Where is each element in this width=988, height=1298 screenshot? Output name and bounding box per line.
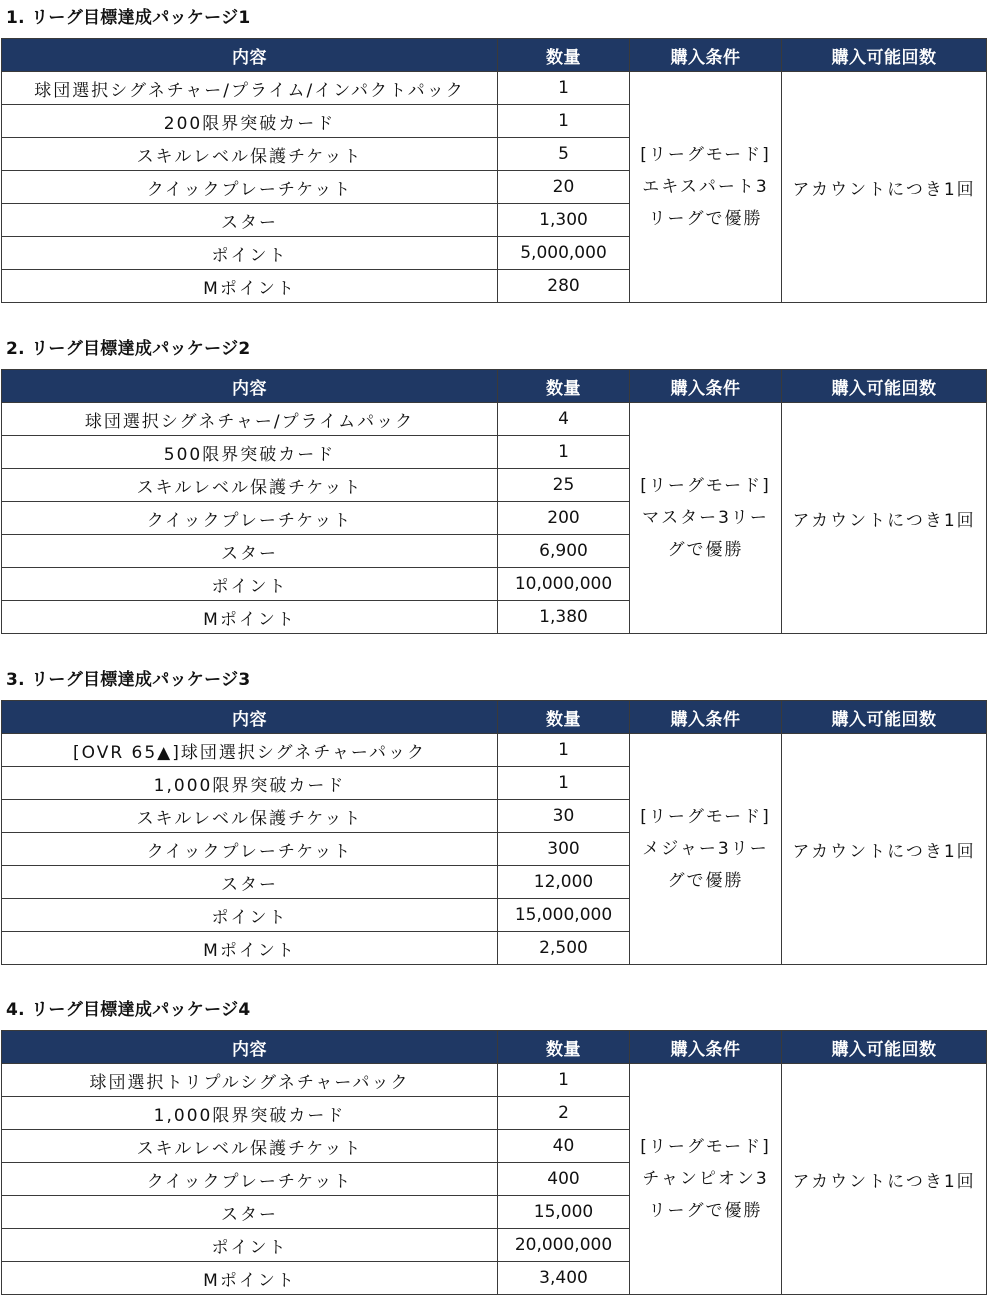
item-name: ポイント bbox=[2, 1229, 498, 1262]
item-name: [OVR 65▲]球団選択シグネチャーパック bbox=[2, 734, 498, 767]
item-quantity: 1 bbox=[498, 1064, 630, 1097]
item-quantity: 4 bbox=[498, 403, 630, 436]
header-condition: 購入条件 bbox=[630, 370, 782, 403]
item-quantity: 20,000,000 bbox=[498, 1229, 630, 1262]
item-name: ポイント bbox=[2, 568, 498, 601]
condition-line: リーグで優勝 bbox=[648, 1201, 763, 1221]
package-table bbox=[1, 369, 987, 634]
item-name: 500限界突破カード bbox=[2, 436, 498, 469]
purchase-condition bbox=[630, 1064, 782, 1295]
item-name: Mポイント bbox=[2, 270, 498, 303]
item-quantity: 12,000 bbox=[498, 866, 630, 899]
item-name: ポイント bbox=[2, 237, 498, 270]
item-quantity: 15,000 bbox=[498, 1196, 630, 1229]
item-quantity: 280 bbox=[498, 270, 630, 303]
item-name: スキルレベル保護チケット bbox=[2, 1130, 498, 1163]
header-condition: 購入条件 bbox=[630, 1031, 782, 1064]
item-quantity: 1,300 bbox=[498, 204, 630, 237]
package-title: 2. リーグ目標達成パッケージ2 bbox=[6, 339, 251, 359]
package-table bbox=[1, 700, 987, 965]
item-name: スター bbox=[2, 1196, 498, 1229]
condition-line: メジャー3リー bbox=[642, 839, 769, 859]
condition-line: [リーグモード] bbox=[640, 476, 771, 496]
purchase-condition bbox=[630, 403, 782, 634]
item-quantity: 20 bbox=[498, 171, 630, 204]
item-quantity: 3,400 bbox=[498, 1262, 630, 1295]
package-title: 3. リーグ目標達成パッケージ3 bbox=[6, 670, 251, 690]
item-name: クイックプレーチケット bbox=[2, 502, 498, 535]
table-row bbox=[2, 72, 987, 105]
item-name: クイックプレーチケット bbox=[2, 1163, 498, 1196]
package-title: 4. リーグ目標達成パッケージ4 bbox=[6, 1000, 251, 1020]
item-quantity: 5,000,000 bbox=[498, 237, 630, 270]
purchase-condition bbox=[630, 72, 782, 303]
item-quantity: 40 bbox=[498, 1130, 630, 1163]
header-row bbox=[2, 39, 987, 72]
condition-line: グで優勝 bbox=[667, 871, 744, 891]
item-name: スター bbox=[2, 535, 498, 568]
header-content: 内容 bbox=[2, 370, 498, 403]
item-quantity: 15,000,000 bbox=[498, 899, 630, 932]
condition-line: リーグで優勝 bbox=[648, 209, 763, 229]
item-quantity: 5 bbox=[498, 138, 630, 171]
header-quantity: 数量 bbox=[498, 39, 630, 72]
item-name: 1,000限界突破カード bbox=[2, 1097, 498, 1130]
purchase-limit: アカウントにつき1回 bbox=[782, 403, 987, 634]
header-content: 内容 bbox=[2, 1031, 498, 1064]
header-limit: 購入可能回数 bbox=[782, 1031, 987, 1064]
item-name: Mポイント bbox=[2, 932, 498, 965]
header-quantity: 数量 bbox=[498, 370, 630, 403]
item-quantity: 200 bbox=[498, 502, 630, 535]
header-quantity: 数量 bbox=[498, 1031, 630, 1064]
header-row bbox=[2, 370, 987, 403]
header-limit: 購入可能回数 bbox=[782, 370, 987, 403]
item-name: Mポイント bbox=[2, 601, 498, 634]
item-quantity: 1 bbox=[498, 767, 630, 800]
item-name: 球団選択シグネチャー/プライム/インパクトパック bbox=[2, 72, 498, 105]
item-name: 200限界突破カード bbox=[2, 105, 498, 138]
package-title: 1. リーグ目標達成パッケージ1 bbox=[6, 8, 251, 28]
item-name: ポイント bbox=[2, 899, 498, 932]
item-name: 球団選択シグネチャー/プライムパック bbox=[2, 403, 498, 436]
table-row bbox=[2, 1064, 987, 1097]
header-condition: 購入条件 bbox=[630, 39, 782, 72]
condition-line: マスター3リー bbox=[642, 508, 769, 528]
item-quantity: 30 bbox=[498, 800, 630, 833]
item-quantity: 1 bbox=[498, 72, 630, 105]
item-name: クイックプレーチケット bbox=[2, 833, 498, 866]
condition-line: [リーグモード] bbox=[640, 807, 771, 827]
header-limit: 購入可能回数 bbox=[782, 701, 987, 734]
item-quantity: 25 bbox=[498, 469, 630, 502]
header-quantity: 数量 bbox=[498, 701, 630, 734]
item-name: Mポイント bbox=[2, 1262, 498, 1295]
purchase-condition bbox=[630, 734, 782, 965]
package-table bbox=[1, 38, 987, 303]
purchase-limit: アカウントにつき1回 bbox=[782, 72, 987, 303]
item-quantity: 300 bbox=[498, 833, 630, 866]
item-quantity: 1 bbox=[498, 105, 630, 138]
condition-line: [リーグモード] bbox=[640, 145, 771, 165]
header-content: 内容 bbox=[2, 39, 498, 72]
condition-line: エキスパート3 bbox=[642, 177, 769, 197]
item-name: スキルレベル保護チケット bbox=[2, 138, 498, 171]
item-quantity: 1 bbox=[498, 734, 630, 767]
item-name: クイックプレーチケット bbox=[2, 171, 498, 204]
header-row bbox=[2, 1031, 987, 1064]
purchase-limit: アカウントにつき1回 bbox=[782, 734, 987, 965]
item-name: スキルレベル保護チケット bbox=[2, 800, 498, 833]
item-name: スター bbox=[2, 866, 498, 899]
item-quantity: 6,900 bbox=[498, 535, 630, 568]
item-name: スター bbox=[2, 204, 498, 237]
purchase-limit: アカウントにつき1回 bbox=[782, 1064, 987, 1295]
condition-line: [リーグモード] bbox=[640, 1137, 771, 1157]
item-name: 球団選択トリプルシグネチャーパック bbox=[2, 1064, 498, 1097]
table-row bbox=[2, 734, 987, 767]
header-content: 内容 bbox=[2, 701, 498, 734]
item-quantity: 10,000,000 bbox=[498, 568, 630, 601]
package-table bbox=[1, 1030, 987, 1295]
item-name: スキルレベル保護チケット bbox=[2, 469, 498, 502]
item-quantity: 1,380 bbox=[498, 601, 630, 634]
item-quantity: 2 bbox=[498, 1097, 630, 1130]
header-limit: 購入可能回数 bbox=[782, 39, 987, 72]
header-row bbox=[2, 701, 987, 734]
item-name: 1,000限界突破カード bbox=[2, 767, 498, 800]
item-quantity: 2,500 bbox=[498, 932, 630, 965]
condition-line: チャンピオン3 bbox=[642, 1169, 769, 1189]
item-quantity: 1 bbox=[498, 436, 630, 469]
table-row bbox=[2, 403, 987, 436]
header-condition: 購入条件 bbox=[630, 701, 782, 734]
item-quantity: 400 bbox=[498, 1163, 630, 1196]
condition-line: グで優勝 bbox=[667, 540, 744, 560]
